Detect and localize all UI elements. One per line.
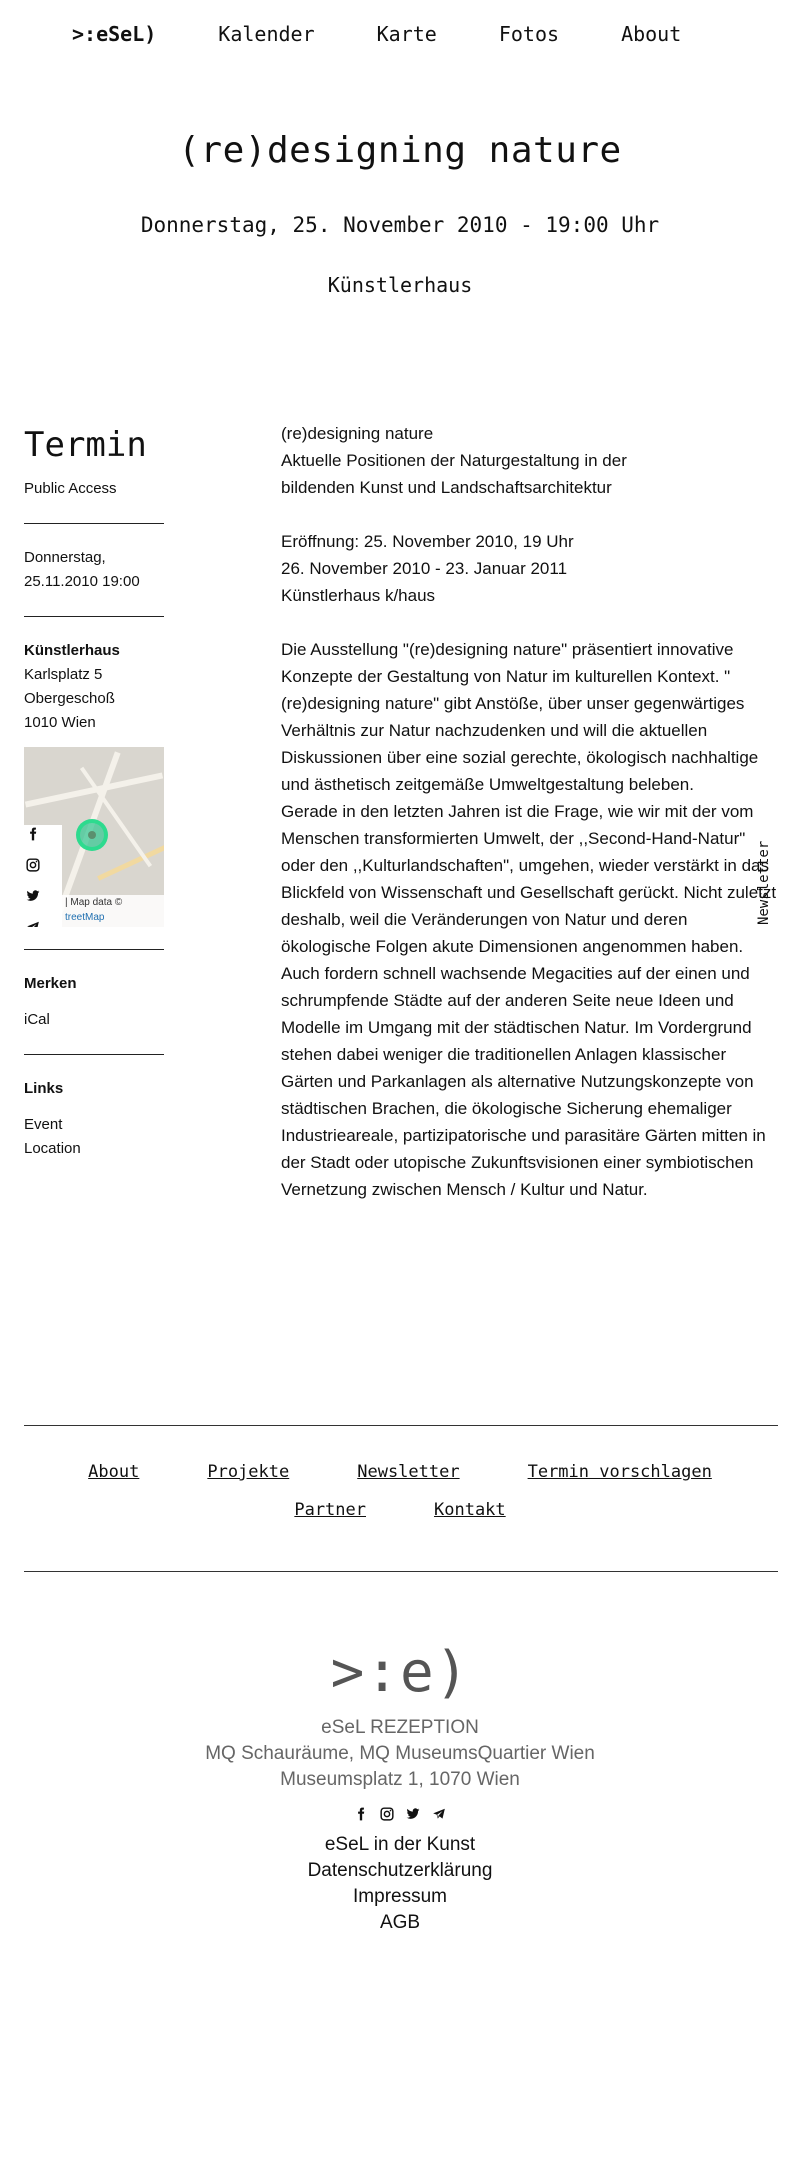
nav-item-about[interactable]: About <box>621 22 682 46</box>
nav-item-fotos[interactable]: Fotos <box>498 22 560 46</box>
event-link[interactable]: Event <box>24 1116 63 1133</box>
telegram-icon[interactable] <box>432 1807 446 1826</box>
event-header <box>0 130 800 297</box>
links-title: Links <box>24 1080 64 1097</box>
footer-address-title: eSeL REZEPTION <box>321 1717 479 1738</box>
merken-title: Merken <box>24 975 77 992</box>
divider <box>24 949 164 950</box>
footer-link-esel-kunst[interactable]: eSeL in der Kunst <box>324 1834 476 1855</box>
footer-link-projekte[interactable]: Projekte <box>207 1462 290 1482</box>
access-label: Public Access <box>24 480 117 497</box>
address-line3: 1010 Wien <box>24 714 96 731</box>
footer <box>0 1640 800 1936</box>
exhibition-venue: Künstlerhaus k/haus <box>281 586 436 605</box>
divider <box>24 523 164 524</box>
telegram-icon[interactable] <box>26 918 40 927</box>
event-title: (re)designing nature <box>178 130 622 171</box>
footer-nav <box>0 1462 800 1538</box>
footer-link-termin-vorschlagen[interactable]: Termin vorschlagen <box>527 1462 712 1482</box>
article-subtitle-1: Aktuelle Positionen der Naturgestaltung in der <box>281 451 627 470</box>
nav-item-karte[interactable]: Karte <box>376 22 437 46</box>
exhibition-period: 26. November 2010 - 23. Januar 2011 <box>281 559 568 578</box>
footer-link-datenschutz[interactable]: Datenschutzerklärung <box>307 1860 493 1881</box>
twitter-icon[interactable] <box>406 1807 420 1826</box>
footer-link-partner[interactable]: Partner <box>294 1500 366 1520</box>
footer-social-icons <box>0 1807 800 1826</box>
newsletter-tab[interactable]: Newsletter <box>756 840 772 925</box>
map-attribution <box>62 895 164 927</box>
instagram-icon[interactable] <box>380 1807 394 1826</box>
article-paragraph: Gerade in den letzten Jahren ist die Frage, wie wir mit der vom Menschen transformierten Umwelt, der ,,Second-Hand-Natur" oder den ,,Kulturlandschaften", umgehen, wieder verstärkt in das Blickfeld von Wissenschaft und Gesellschaft gerückt. Nicht zuletzt deshalb, weil die Veränderungen von Natur und deren ökologische Folgen akute Dimensionen angenommen haben. Auch fordern schnell wachsende Megacities auf der einen und schrumpfende Städte auf der anderen Seite neue Ideen und Modelle im Umgang mit der städtischen Natur. Im Vordergrund stehen dabei weniger die traditionellen Anlagen klassischer Gärten und Parkanlagen als alternative Nutzungskonzepte von städtischen Brachen, die ökologische Sicherung ehemaliger Industrieareale, partizipatorische und parasitäre Gärten mitten in der Stadt oder utopische Zukunftsvisionen einer symbiotischen Vernetzung zwischen Mensch / Kultur und Natur. <box>281 802 777 1199</box>
share-icons <box>24 825 62 927</box>
site-logo[interactable]: >:eSeL) <box>72 22 157 46</box>
event-sidebar <box>24 425 164 1161</box>
footer-link-impressum[interactable]: Impressum <box>353 1886 447 1907</box>
event-venue: Künstlerhaus <box>327 273 473 297</box>
location-link[interactable]: Location <box>24 1140 81 1157</box>
opening-date: Eröffnung: 25. November 2010, 19 Uhr <box>281 532 574 551</box>
instagram-icon[interactable] <box>26 856 40 880</box>
address-line2: Obergeschoß <box>24 690 115 707</box>
sidebar-date-line2: 25.11.2010 19:00 <box>24 573 140 590</box>
ical-link[interactable]: iCal <box>24 1011 50 1028</box>
footer-link-newsletter[interactable]: Newsletter <box>357 1462 460 1482</box>
footer-logo[interactable]: >:e) <box>330 1640 470 1705</box>
map-attribution-link[interactable]: treetMap <box>65 912 105 923</box>
twitter-icon[interactable] <box>26 887 40 911</box>
address-line1: Karlsplatz 5 <box>24 666 103 683</box>
article-paragraph: Die Ausstellung "(re)designing nature" präsentiert innovative Konzepte der Gestaltung von Natur im kulturellen Kontext. "(re)designing nature" gibt Anstöße, über unser gegenwärtiges Verhältnis zur Natur nachzudenken und will die aktuellen Diskussionen über eine sozial gerechte, ökologisch nachhaltige und ästhetisch zeitgemäße Umweltgestaltung beleben. <box>281 640 759 794</box>
sidebar-title: Termin <box>24 425 147 465</box>
divider <box>24 616 164 617</box>
location-map[interactable] <box>24 747 164 927</box>
sidebar-date-line1: Donnerstag, <box>24 549 106 566</box>
facebook-icon[interactable] <box>26 825 40 849</box>
article-subtitle-2: bildenden Kunst und Landschaftsarchitektur <box>281 478 612 497</box>
footer-link-kontakt[interactable]: Kontakt <box>434 1500 506 1520</box>
facebook-icon[interactable] <box>354 1807 368 1826</box>
footer-link-agb[interactable]: AGB <box>379 1912 421 1933</box>
venue-name: Künstlerhaus <box>24 642 120 659</box>
map-attribution-text: | Map data © <box>65 897 123 908</box>
footer-divider-top <box>24 1425 778 1426</box>
divider <box>24 1054 164 1055</box>
footer-address-line: Museumsplatz 1, 1070 Wien <box>280 1769 520 1790</box>
event-description <box>281 420 781 1290</box>
nav-item-kalender[interactable]: Kalender <box>218 22 315 46</box>
event-date: Donnerstag, 25. November 2010 - 19:00 Uhr <box>140 213 660 237</box>
article-heading: (re)designing nature <box>281 424 434 443</box>
footer-divider-bottom <box>24 1571 778 1572</box>
footer-link-about[interactable]: About <box>88 1462 140 1482</box>
map-location-marker[interactable] <box>76 819 108 851</box>
top-nav <box>72 22 743 46</box>
footer-address-line: MQ Schauräume, MQ MuseumsQuartier Wien <box>205 1743 595 1764</box>
